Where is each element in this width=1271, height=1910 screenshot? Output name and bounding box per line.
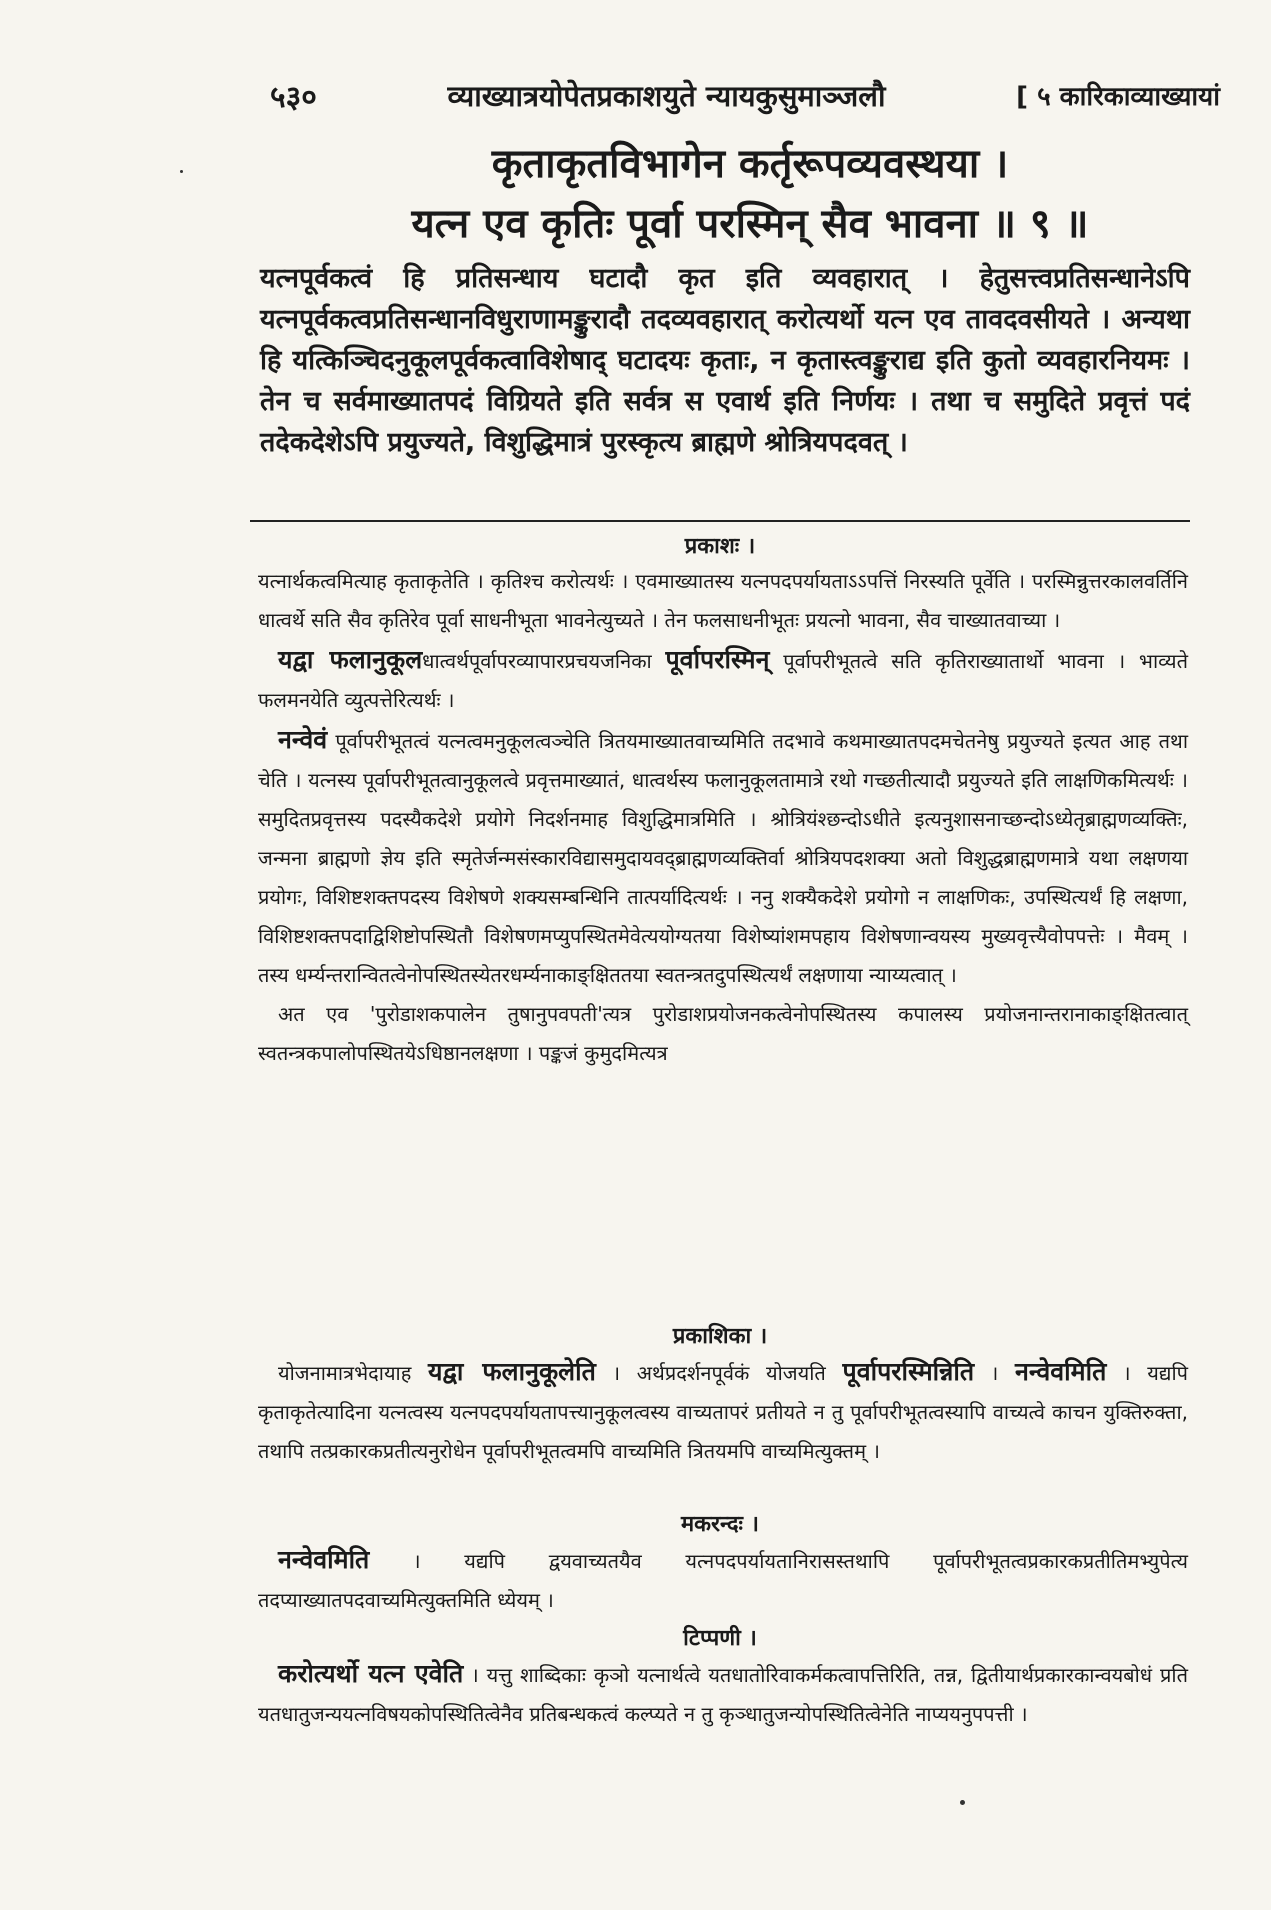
- print-speck: [180, 170, 183, 173]
- section-divider: [250, 520, 1190, 522]
- prakashika-heading: प्रकाशिका ।: [672, 1324, 768, 1349]
- page-number: ५३०: [270, 79, 317, 115]
- page-header: [270, 60, 1220, 130]
- makaranda-p1-lead: नन्वेवमिति: [278, 1545, 370, 1574]
- prakashika-commentary: [258, 1352, 1188, 1471]
- prakashika-p1-lead-2: पूर्वापरस्मिन्निति: [842, 1357, 975, 1386]
- prakasha-p2-lead: यद्वा फलानुकूल: [278, 645, 423, 674]
- prakasha-heading: प्रकाशः ।: [684, 534, 756, 559]
- prakashika-p1-text-b: । अर्थप्रदर्शनपूर्वकं योजयति: [595, 1361, 843, 1385]
- prakasha-p3-text: पूर्वापरीभूतत्वं यत्नत्वमनुकूलत्वञ्चेति त्रितयमाख्यातवाच्यमिति तदभावे कथमाख्यातपदमचेतनेषु प्रयुज्यते इत्यत आह तथा चेति । यत्नस्य पूर्वापरीभूतत्वानुकूलत्वे प्रवृत्तमाख्यातं, धात्वर्थस्य फलानुकूलतामात्रे रथो गच्छतीत्यादौ प्रयुज्यते इति लाक्षणिकमित्यर्थः । समुदितप्रवृत्तस्य पदस्यैकदेशे प्रयोगे निदर्शनमाह विशुद्धिमात्रमिति । श्रोत्रियंश्छन्दोऽधीते इत्यनुशासनाच्छन्दोऽध्येतृब्राह्मणव्यक्तिः, जन्मना ब्राह्मणो ज्ञेय इति स्मृतेर्जन्मसंस्कारविद्यासमुदायवद्ब्राह्मणव्यक्तिर्वा श्रोत्रियपदशक्या अतो विशुद्धब्राह्मणमात्रे यथा लक्षणया प्रयोगः, विशिष्टशक्तपदस्य विशेषणे शक्यसम्बन्धिनि तात्पर्यादित्यर्थः । ननु शक्यैकदेशे प्रयोगो न लाक्षणिकः, उपस्थित्यर्थं हि लक्षणा, विशिष्टशक्तपदाद्विशिष्टोपस्थितौ विशेषणमप्युपस्थितमेवेत्ययोग्यतया विशेष्यांशमपहाय विशेषणान्वयस्य मुख्यवृत्त्यैवोपपत्तेः । मैवम् । तस्य धर्म्यन्तरान्वितत्वेनोपस्थितस्येतरधर्म्यनाकाङ्क्षिततया स्वतन्त्रतदुपस्थित्यर्थं लक्षणाया न्याय्यत्वात् ।: [258, 729, 1188, 987]
- prakasha-paragraph-2: [258, 640, 1188, 720]
- karika-line-2: यत्न एव कृतिः पूर्वा परस्मिन् सैव भावना ॥ ९ ॥: [411, 201, 1089, 247]
- tippani-paragraph-1: [258, 1654, 1188, 1734]
- prakasha-p4-text: अत एव 'पुरोडाशकपालेन तुषानुपवपती'त्यत्र पुरोडाशप्रयोजनकत्वेनोपस्थितस्य कपालस्य प्रयोजनान्तरानाकाङ्क्षितत्वात् स्वतन्त्रकपालोपस्थितयेऽधिष्ठानलक्षणा । पङ्कजं कुमुदमित्यत्र: [258, 1002, 1188, 1065]
- prakasha-paragraph-3: [258, 720, 1188, 995]
- prakashika-p1-text-a: योजनामात्रभेदायाह: [278, 1361, 429, 1385]
- prakashika-p1-lead: यद्वा फलानुकूलेति: [428, 1357, 596, 1386]
- prakasha-paragraph-4: [258, 995, 1188, 1073]
- mula-text: यत्नपूर्वकत्वं हि प्रतिसन्धाय घटादौ कृत इति व्यवहारात् । हेतुसत्त्वप्रतिसन्धानेऽपि यत्नपूर्वकत्वप्रतिसन्धानविधुराणामङ्कुरादौ तदव्यवहारात् करोत्यर्थो यत्न एव तावदवसीयते । अन्यथा हि यत्किञ्चिदनुकूलपूर्वकत्वाविशेषाद् घटादयः कृताः, न कृतास्त्वङ्कुराद्य इति कुतो व्यवहारनियमः । तेन च सर्वमाख्यातपदं विग्रियते इति सर्वत्र स एवार्थ इति निर्णयः । तथा च समुदिते प्रवृत्तं पदं तदेकदेशेऽपि प्रयुज्यते, विशुद्धिमात्रं पुरस्कृत्य ब्राह्मणे श्रोत्रियपदवत् ।: [260, 263, 1190, 458]
- makaranda-p1-text: । यद्यपि द्वयवाच्यतयैव यत्नपदपर्यायतानिरासस्तथापि पूर्वापरीभूतत्वप्रकारकप्रतीतिमभ्युपेत्य तदप्याख्यातपदवाच्यमित्युक्तमिति ध्येयम् ।: [258, 1549, 1188, 1612]
- tippani-heading: टिप्पणी ।: [683, 1626, 757, 1651]
- prakasha-paragraph-1: यत्नार्थकत्वमित्याह कृताकृतेति । कृतिश्च करोत्यर्थः । एवमाख्यातस्य यत्नपदपर्यायताऽऽपत्तिं निरस्यति पूर्वेति । परस्मिन्नुत्तरकालवर्तिनि धात्वर्थे सति सैव कृतिरेव पूर्वा साधनीभूता भावनेत्युच्यते । तेन फलसाधनीभूतः प्रयत्नो भावना, सैव चाख्यातवाच्या ।: [258, 569, 1188, 632]
- prakasha-p3-lead: नन्वेवं: [278, 725, 328, 754]
- makaranda-heading: मकरन्दः ।: [681, 1512, 759, 1537]
- prakashika-paragraph-1: [258, 1352, 1188, 1471]
- makaranda-commentary: [258, 1540, 1188, 1620]
- section-reference: [ ५ कारिकाव्याख्यायां: [1016, 82, 1220, 112]
- running-title: व्याख्यात्रयोपेतप्रकाशयुते न्यायकुसुमाञ्जलौ: [447, 78, 886, 113]
- prakasha-p2-text-a: धात्वर्थपूर्वापरव्यापारप्रचयजनिका: [422, 649, 666, 673]
- tippani-p1-text: । यत्तु शाब्दिकाः कृञो यत्नार्थत्वे यतधातोरिवाकर्मकत्वापत्तिरिति, तन्न, द्वितीयार्थप्रकारकान्वयबोधं प्रति यतधातुजन्ययत्नविषयकोपस्थितित्वेनैव प्रतिबन्धकत्वं कल्प्यते न तु कृञ्धातुजन्योपस्थितित्वेनेति नाप्ययनुपपत्ती ।: [258, 1663, 1188, 1726]
- tippani-commentary: [258, 1654, 1188, 1734]
- prakasha-p2-text-b: पूर्वापरीभूतत्वे सति कृतिराख्यातार्थो भावना । भाव्यते फलमनयेति व्युत्पत्तेरित्यर्थः ।: [258, 649, 1188, 712]
- prakashika-p1-text-c: ।: [974, 1361, 1016, 1385]
- prakasha-commentary: [258, 562, 1188, 1073]
- tippani-p1-lead: करोत्यर्थो यत्न एवेति: [278, 1659, 464, 1688]
- print-speck: [960, 1800, 965, 1805]
- prakasha-p2-lead-2: पूर्वापरस्मिन्: [665, 645, 770, 674]
- makaranda-paragraph-1: [258, 1540, 1188, 1620]
- karika-line-1: कृताकृतविभागेन कर्तृरूपव्यवस्थया ।: [491, 141, 1009, 187]
- prakashika-p2-text: । यद्यपि कृताकृतेत्यादिना यत्नत्वस्य यत्नपदपर्यायतापत्त्यानुकूलत्वस्य वाच्यतापरं प्रतीयते न तु पूर्वापरीभूतत्वस्यापि वाच्यत्वे काचन युक्तिरुक्ता, तथापि तत्प्रकारकप्रतीत्यनुरोधेन पूर्वापरीभूतत्वमपि वाच्यमिति त्रितयमपि वाच्यमित्युक्तम् ।: [258, 1361, 1188, 1463]
- prakashika-p2-lead: नन्वेवमिति: [1015, 1357, 1107, 1386]
